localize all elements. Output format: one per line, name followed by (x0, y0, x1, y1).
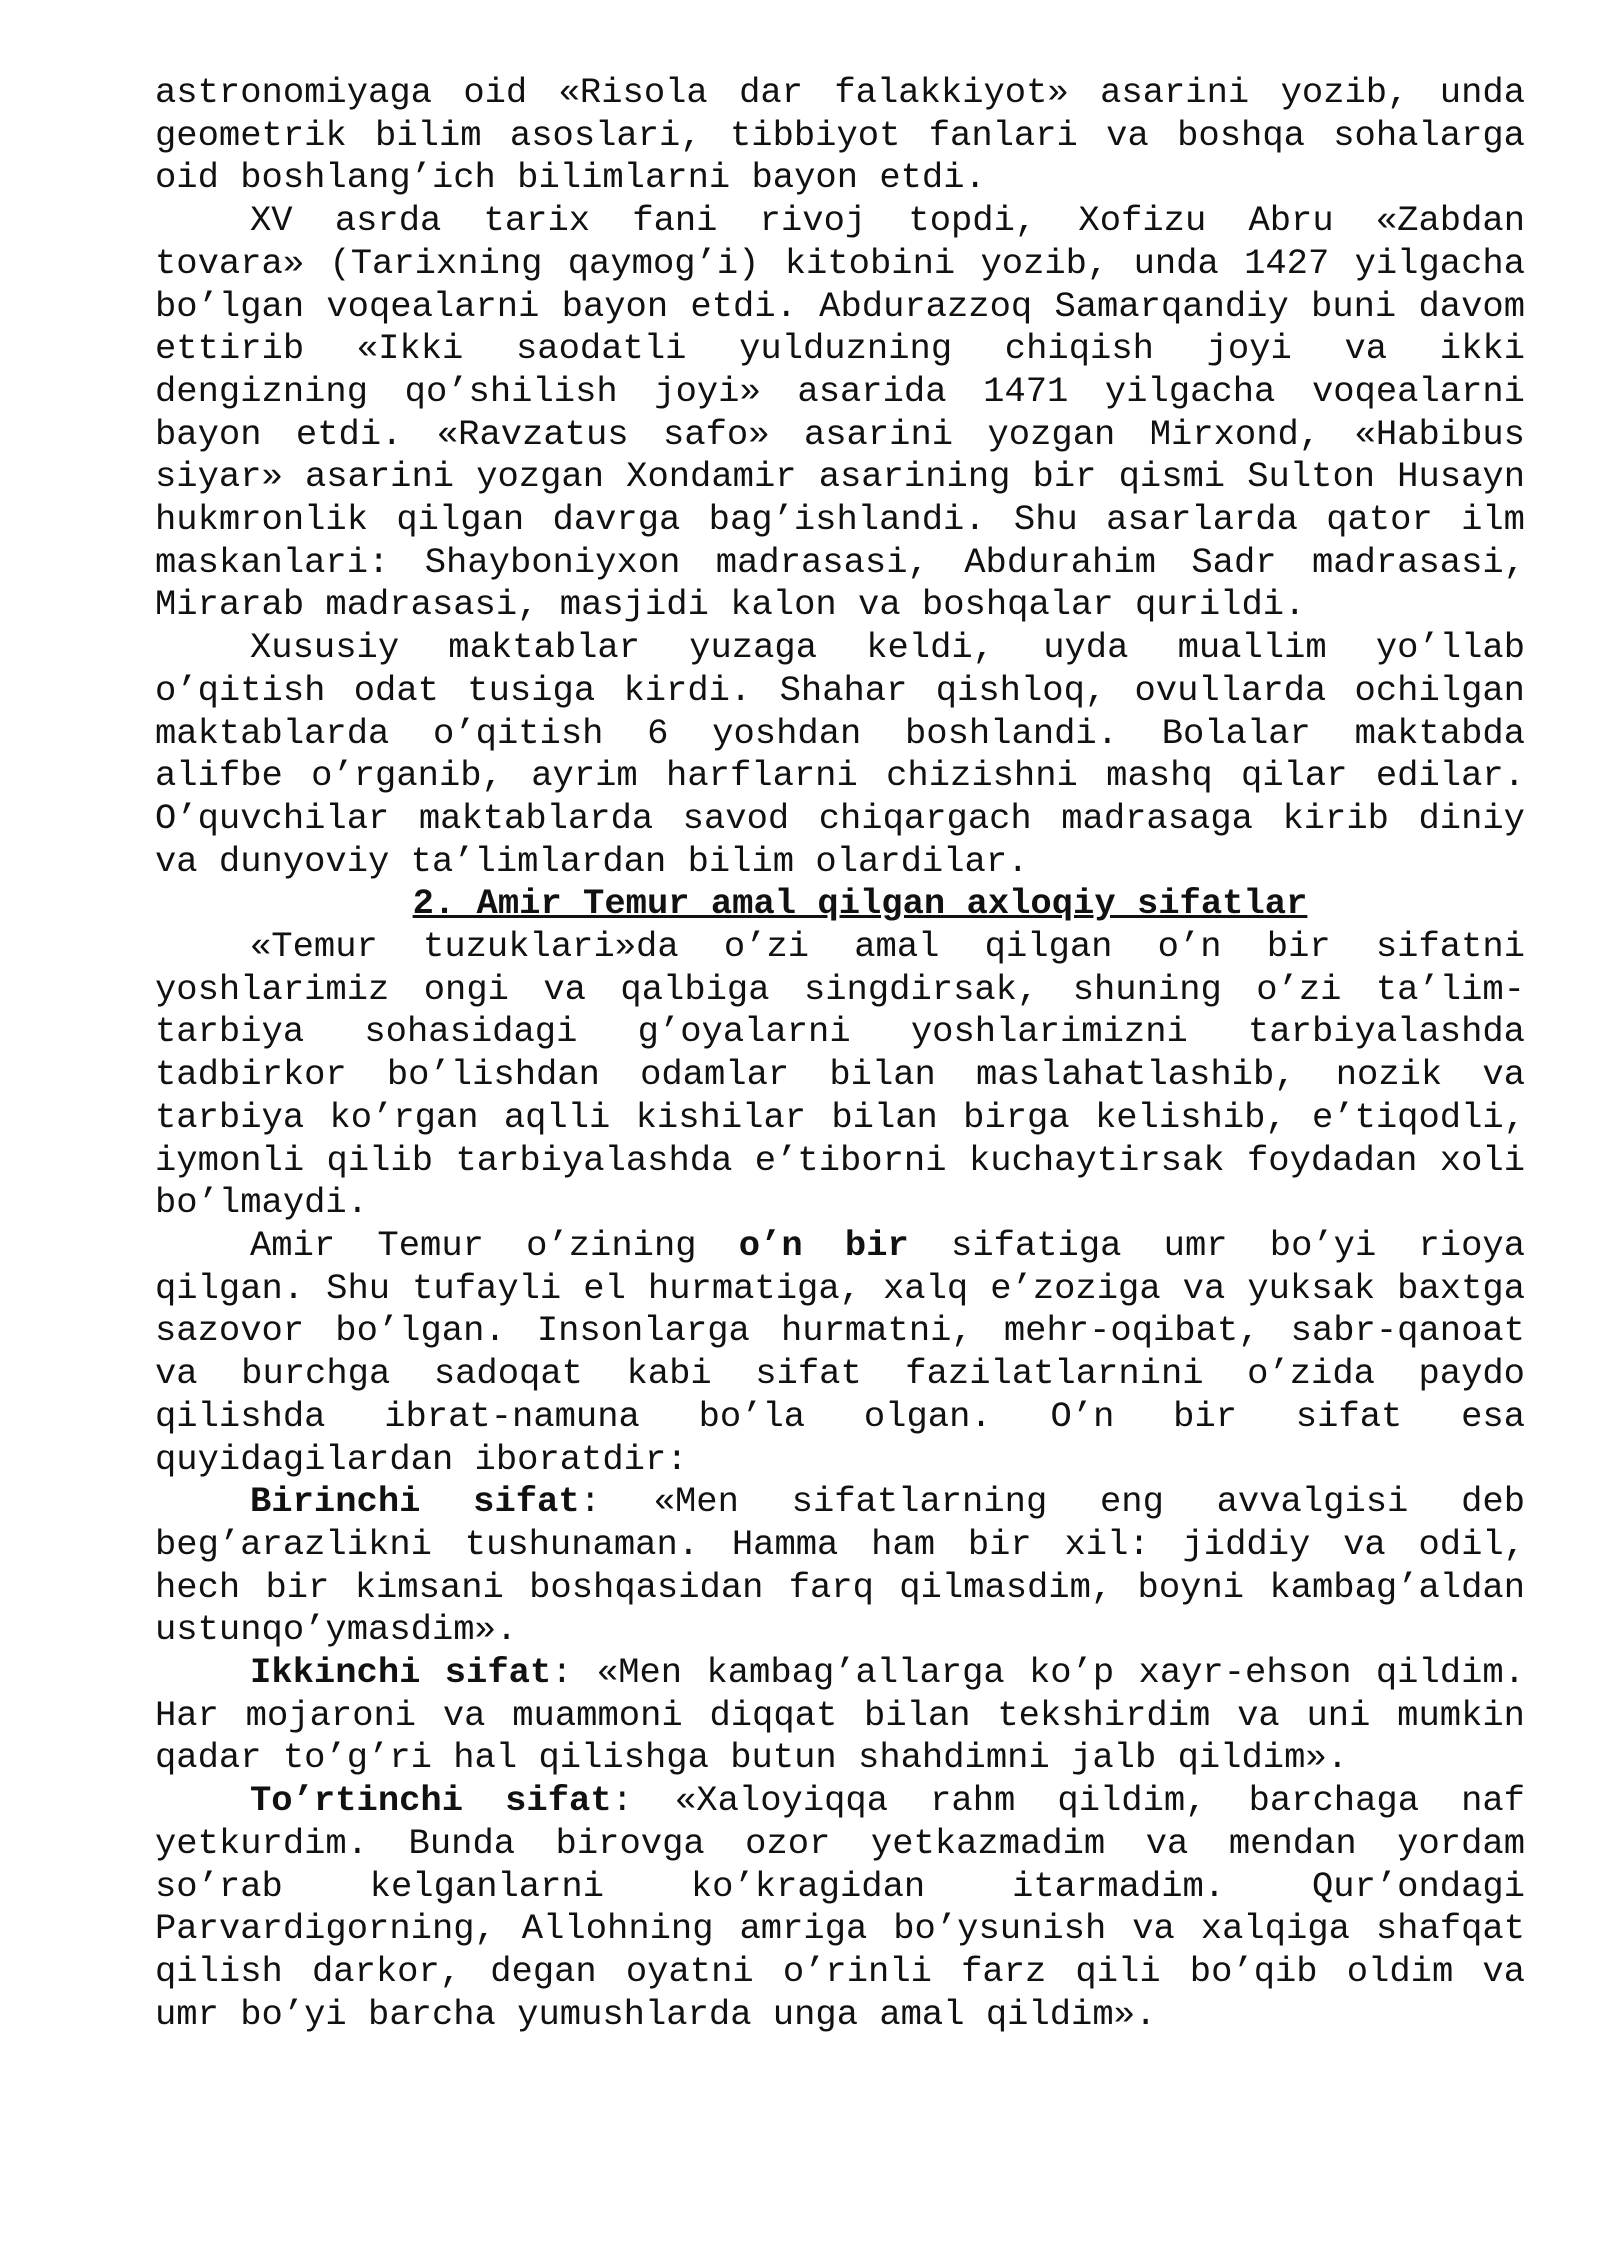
quality-label: Ikkinchi sifat (250, 1652, 552, 1694)
paragraph-tuzuklar: «Temur tuzuklari»da o’zi amal qilgan o’n bir sifatni yoshlarimiz ongi va qalbiga singdirsak, shuning o’zi ta’lim-tarbiya sohasidagi g’oyalarni yoshlarimizni tarbiyalashda tadbirkor bo’lishdan odamlar bilan maslahatlashib, nozik va tarbiya ko’rgan aqlli kishilar bilan birga kelishib, e’tiqodli, iymonli qilib tarbiyalashda e’tiborni kuchaytirsak foydadan xoli bo’lmaydi. (155, 926, 1525, 1224)
paragraph-risola: astronomiyaga oid «Risola dar falakkiyot» asarini yozib, unda geometrik bilim asoslari, tibbiyot fanlari va boshqa sohalarga oid boshlang’ich bilimlarni bayon etdi. (155, 72, 1525, 199)
text-run: Amir Temur o’zining (250, 1224, 739, 1266)
paragraph-history: XV asrda tarix fani rivoj topdi, Xofizu Abru «Zabdan tovara» (Tarixning qaymog’i) kitobini yozib, unda 1427 yilgacha bo’lgan voqealarni bayon etdi. Abdurazzoq Samarqandiy buni davom ettirib «Ikki saodatli yulduzning chiqish joyi va ikki dengizning qo’shilish joyi» asarida 1471 yilgacha voqealarni bayon etdi. «Ravzatus safo» asarini yozgan Mirxond, «Habibus siyar» asarini yozgan Xondamir asarining bir qismi Sulton Husayn hukmronlik qilgan davrga bag’ishlandi. Shu asarlarda qator ilm maskanlari: Shayboniyxon madrasasi, Abdurahim Sadr madrasasi, Mirarab madrasasi, masjidi kalon va boshqalar qurildi. (155, 200, 1525, 626)
paragraph-fourth-quality (155, 1780, 1525, 2036)
quality-label: To’rtinchi sifat (250, 1780, 612, 1822)
quality-text: : «Men sifatlarning eng avvalgisi deb beg’arazlikni tushunaman. Hamma ham bir xil: jiddiy va odil, hech bir kimsani boshqasidan farq qilmasdim, boyni kambag’aldan ustunqo’ymasdim». (155, 1481, 1525, 1651)
paragraph-eleven-qualities (155, 1225, 1525, 1481)
paragraph-first-quality (155, 1481, 1525, 1652)
section-heading: 2. Amir Temur amal qilgan axloqiy sifatlar (412, 883, 1308, 925)
quality-text: : «Men kambag’allarga ko’p xayr-ehson qildim. Har mojaroni va muammoni diqqat bilan tekshirdim va uni mumkin qadar to’g’ri hal qilishga butun shahdimni jalb qildim». (155, 1652, 1525, 1779)
quality-text: : «Xaloyiqqa rahm qildim, barchaga naf yetkurdim. Bunda birovga ozor yetkazmadim va mendan yordam so’rab kelganlarni ko’kragidan itarmadim. Qur’ondagi Parvardigorning, Allohning amriga bo’ysunish va xalqiga shafqat qilish darkor, degan oyatni o’rinli farz qili bo’qib oldim va umr bo’yi barcha yumushlarda unga amal qildim». (155, 1780, 1525, 2035)
document-page (155, 72, 1525, 2036)
quality-label: Birinchi sifat (250, 1481, 580, 1523)
paragraph-schools: Xususiy maktablar yuzaga keldi, uyda muallim yo’llab o’qitish odat tusiga kirdi. Shahar qishloq, ovullarda ochilgan maktablarda o’qitish 6 yoshdan boshlandi. Bolalar maktabda alifbe o’rganib, ayrim harflarni chizishni mashq qilar edilar. O’quvchilar maktablarda savod chiqargach madrasaga kirib diniy va dunyoviy ta’limlardan bilim olardilar. (155, 627, 1525, 882)
bold-text-run: o’n bir (738, 1224, 909, 1266)
paragraph-second-quality (155, 1652, 1525, 1780)
text-run: sifatiga umr bo’yi rioya qilgan. Shu tufayli el hurmatiga, xalq e’zoziga va yuksak baxtga sazovor bo’lgan. Insonlarga hurmatni, mehr-oqibat, sabr-qanoat va burchga sadoqat kabi sifat fazilatlarnini o’zida paydo qilishda ibrat-namuna bo’la olgan. O’n bir sifat esa quyidagilardan iboratdir: (155, 1224, 1526, 1480)
